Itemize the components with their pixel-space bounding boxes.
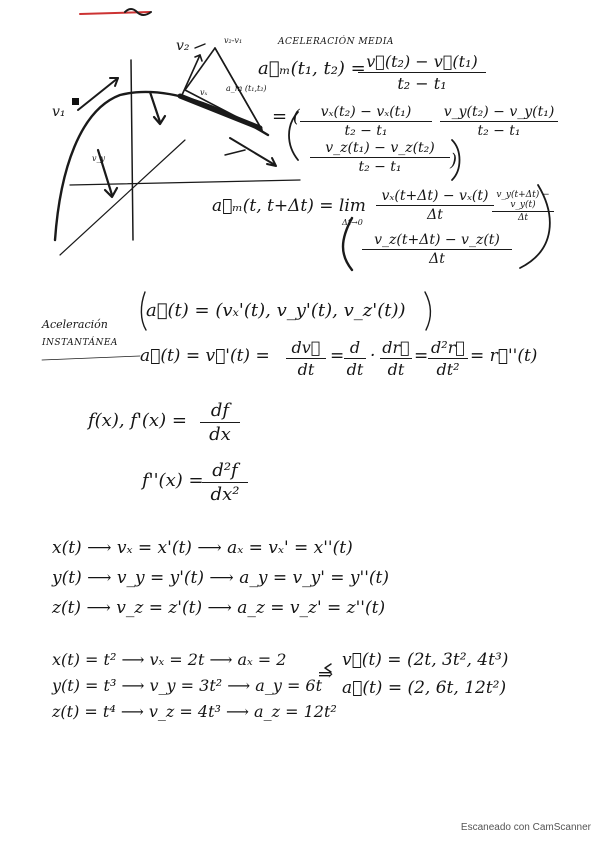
mean-acceleration-title: ACELERACIÓN MEDIA [278, 37, 394, 47]
limit-lhs: a⃗ₘ(t, t+Δt) = lim [212, 196, 366, 216]
result-velocity: v⃗(t) = (2t, 3t², 4t³) [342, 650, 509, 670]
dr-denominator: dt [387, 360, 405, 379]
eq2-equals: = [330, 346, 345, 366]
lim-x-fraction [376, 188, 494, 223]
lim-z-numerator: v_z(t+Δt) − v_z(t) [374, 232, 500, 248]
lim-y-denominator: Δt [517, 213, 529, 223]
component-chain-x: x(t) ⟶ vₓ = x'(t) ⟶ aₓ = vₓ' = x''(t) [52, 538, 353, 558]
dr-dt-fraction [380, 338, 412, 379]
vy-diagram-label: v_y [92, 154, 106, 163]
mean-accel-numerator: v⃗(t₂) − v⃗(t₁) [366, 52, 478, 71]
comp-x-numerator: vₓ(t₂) − vₓ(t₁) [320, 104, 412, 120]
dv-numerator: dv⃗ [291, 338, 321, 357]
d2r-dt2-fraction [428, 338, 468, 379]
components-close: ) [450, 150, 458, 171]
comp-z-numerator: v_z(t₁) − v_z(t₂) [325, 140, 435, 156]
dv-dt-fraction [286, 338, 326, 379]
comp-y-fraction [440, 104, 558, 139]
component-chain-z: z(t) ⟶ v_z = z'(t) ⟶ a_z = v_z' = z''(t) [52, 598, 386, 618]
v1-label: v₁ [52, 104, 66, 120]
df-dx-fraction [200, 400, 240, 445]
mean-accel-lhs: a⃗ₘ(t₁, t₂) = [258, 58, 366, 79]
example-row-y: y(t) = t³ ⟶ v_y = 3t² ⟶ a_y = 6t [52, 676, 323, 695]
v2-label: v₂ [176, 38, 190, 54]
dx-denominator: dx [209, 424, 231, 445]
mean-accel-fraction [358, 52, 486, 93]
eq2-dot: · [370, 346, 376, 366]
example-row-z: z(t) = t⁴ ⟶ v_z = 4t³ ⟶ a_z = 12t² [52, 702, 337, 721]
dr-numerator: dr⃗ [382, 338, 410, 357]
derivative-line1-lhs: f(x), f'(x) = [88, 410, 187, 431]
instant-eq1: a⃗(t) = (vₓ'(t), v_y'(t), v_z'(t)) [146, 300, 406, 321]
lim-y-fraction [492, 190, 554, 223]
velocity-difference-label: v₂-v₁ [224, 36, 243, 45]
derivative-line2-lhs: f''(x) = [142, 470, 204, 491]
comp-z-fraction [310, 140, 450, 175]
d-dt-fraction [344, 338, 366, 379]
limit-subscript: Δt→0 [342, 218, 363, 227]
dx2-denominator: dx² [210, 484, 240, 505]
d2f-dx2-fraction [202, 460, 248, 505]
comp-y-denominator: t₂ − t₁ [477, 123, 521, 139]
mean-accel-denominator: t₂ − t₁ [397, 74, 447, 93]
comp-y-numerator: v_y(t₂) − v_y(t₁) [443, 104, 555, 120]
d2r-denominator: dt² [436, 360, 460, 379]
instant-label-line2: INSTANTÁNEA [42, 338, 118, 348]
comp-x-denominator: t₂ − t₁ [344, 123, 388, 139]
d2r-numerator: d²r⃗ [431, 338, 465, 357]
d-numerator: d [349, 338, 361, 357]
lim-z-denominator: Δt [429, 251, 445, 267]
instant-eq2-lhs: a⃗(t) = v⃗'(t) = [140, 346, 270, 366]
implies-arrow: ⇒ [318, 664, 334, 685]
d2f-numerator: d²f [212, 460, 238, 481]
lim-x-denominator: Δt [427, 207, 443, 223]
comp-x-fraction [300, 104, 432, 139]
lim-x-numerator: vₓ(t+Δt) − vₓ(t) [381, 188, 489, 204]
scanner-watermark: Escaneado con CamScanner [460, 822, 591, 833]
components-open: = ( [272, 106, 300, 127]
example-row-x: x(t) = t² ⟶ vₓ = 2t ⟶ aₓ = 2 [52, 650, 287, 669]
vx-diagram-label: vₓ [200, 88, 208, 97]
lim-y-numerator: v_y(t+Δt) − v_y(t) [496, 190, 550, 210]
d-denominator: dt [346, 360, 364, 379]
comp-z-denominator: t₂ − t₁ [358, 159, 402, 175]
component-chain-y: y(t) ⟶ v_y = y'(t) ⟶ a_y = v_y' = y''(t) [52, 568, 389, 588]
instant-label-line1: Aceleración [42, 318, 108, 331]
eq2-tail: = r⃗''(t) [470, 346, 538, 366]
result-acceleration: a⃗(t) = (2, 6t, 12t²) [342, 678, 507, 698]
lim-z-fraction [362, 232, 512, 267]
eq2-equals-2: = [414, 346, 429, 366]
dt-denominator: dt [297, 360, 315, 379]
df-numerator: df [210, 400, 230, 421]
interval-label: a_m (t₁,t₂) [226, 84, 267, 93]
